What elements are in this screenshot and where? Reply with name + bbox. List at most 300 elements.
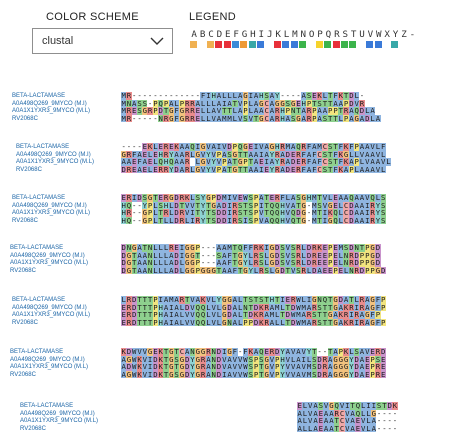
residue: R — [259, 266, 264, 275]
residue: P — [253, 363, 259, 371]
residue: - — [206, 251, 211, 260]
residue: T — [163, 363, 169, 371]
residue: G — [185, 244, 190, 252]
sequence-name[interactable]: RV2068C — [12, 319, 38, 326]
residue: W — [243, 363, 248, 371]
sequence-name[interactable]: A0A498Q269_9MYCO (M.I) — [10, 356, 85, 363]
residue: S — [343, 244, 349, 252]
residue: E — [365, 363, 370, 371]
residue: T — [285, 303, 291, 312]
residue: Y — [190, 370, 195, 379]
residue: D — [290, 158, 296, 166]
residue: A — [333, 311, 338, 319]
residue: F — [306, 143, 312, 151]
residue: S — [280, 251, 285, 260]
legend-letter: E — [224, 29, 231, 40]
residue: E — [365, 370, 370, 379]
residue: Y — [169, 165, 174, 174]
residue: A — [371, 417, 376, 425]
residue: L — [216, 303, 222, 312]
residue: V — [237, 355, 243, 364]
residue: E — [132, 107, 137, 115]
residue: K — [343, 318, 349, 327]
residue: L — [365, 107, 370, 115]
residue: A — [179, 165, 185, 174]
residue: L — [308, 424, 313, 433]
residue: - — [190, 92, 195, 100]
residue: - — [285, 92, 291, 100]
residue: R — [185, 165, 190, 174]
residue: E — [380, 370, 386, 379]
residue: R — [275, 194, 280, 202]
residue: G — [296, 114, 301, 123]
residue: R — [264, 303, 269, 312]
sequence-row — [121, 311, 386, 319]
residue: S — [380, 194, 386, 202]
residue: A — [142, 251, 148, 260]
residue: N — [290, 107, 296, 115]
sequence-row — [121, 202, 386, 210]
residue: V — [361, 424, 366, 433]
residue: L — [200, 99, 206, 108]
residue: T — [253, 296, 259, 304]
residue: A — [301, 92, 306, 100]
residue: Y — [375, 216, 381, 225]
residue: V — [137, 348, 142, 356]
sequence-rows — [121, 244, 386, 274]
residue: T — [163, 348, 169, 356]
residue: C — [322, 158, 328, 166]
residue: G — [169, 114, 174, 123]
residue: C — [343, 209, 349, 217]
residue: V — [365, 348, 370, 356]
residue: N — [227, 318, 232, 327]
residue: P — [380, 303, 386, 312]
residue: I — [301, 355, 306, 364]
residue: W — [132, 355, 137, 364]
residue: E — [158, 143, 163, 151]
residue: R — [312, 318, 317, 327]
residue: G — [243, 92, 248, 100]
residue: A — [296, 370, 301, 379]
legend-letter: F — [233, 29, 239, 40]
residue: E — [322, 251, 328, 260]
residue: E — [333, 251, 338, 260]
residue: K — [343, 158, 349, 166]
sequence-name[interactable]: BETA-LACTAMASE — [16, 144, 70, 150]
residue: S — [264, 266, 269, 275]
residue: V — [285, 216, 291, 225]
residue: R — [312, 303, 317, 312]
residue: Q — [333, 209, 338, 217]
residue: Q — [195, 311, 200, 319]
residue: A — [359, 114, 365, 123]
residue: A — [322, 107, 328, 115]
sequence-name[interactable]: BETA-LACTAMASE — [12, 195, 66, 201]
residue: N — [190, 348, 195, 356]
residue: T — [296, 216, 301, 225]
sequence-row — [121, 92, 381, 100]
residue: V — [232, 194, 238, 202]
legend-swatch — [333, 41, 340, 48]
residue: P — [243, 107, 248, 115]
residue: L — [174, 99, 179, 108]
residue: D — [121, 165, 126, 174]
residue: L — [179, 318, 185, 327]
residue: R — [195, 216, 200, 225]
residue: I — [264, 158, 269, 166]
sequence-name[interactable]: BETA-LACTAMASE — [20, 403, 74, 409]
sequence-name[interactable]: RV2068C — [10, 371, 36, 378]
residue: E — [296, 99, 301, 108]
residue: T — [142, 296, 148, 304]
residue: D — [222, 216, 227, 225]
sequence-name[interactable]: A0A1X1YXR3_9MYCO (M.L) — [12, 312, 91, 319]
sequence-name[interactable]: A0A498Q269_9MYCO (M.I) — [10, 252, 85, 259]
residue: R — [312, 244, 317, 252]
residue: H — [280, 107, 285, 115]
residue: R — [200, 363, 206, 371]
residue: R — [200, 370, 206, 379]
residue: G — [269, 259, 275, 267]
residue: I — [169, 318, 174, 327]
residue: S — [290, 244, 296, 252]
residue: I — [259, 150, 264, 159]
residue: R — [185, 114, 190, 123]
sequence-name[interactable]: BETA-LACTAMASE — [10, 245, 64, 251]
residue: K — [338, 165, 344, 174]
residue: E — [355, 424, 361, 433]
residue: R — [343, 311, 349, 319]
residue: A — [290, 143, 296, 151]
residue: Q — [126, 216, 132, 225]
residue: R — [275, 107, 280, 115]
residue: Q — [370, 194, 375, 202]
residue: S — [328, 158, 333, 166]
residue: L — [200, 114, 206, 123]
residue: A — [285, 114, 291, 123]
residue: D — [253, 303, 259, 312]
residue: S — [158, 201, 163, 210]
sequence-names — [12, 297, 90, 327]
residue: R — [232, 201, 238, 210]
residue: L — [232, 92, 238, 100]
residue: - — [280, 92, 285, 100]
residue: I — [206, 92, 211, 100]
residue: Q — [169, 158, 174, 166]
residue: N — [317, 296, 322, 304]
residue: R — [126, 296, 132, 304]
residue: P — [243, 318, 248, 327]
residue: A — [264, 143, 269, 151]
residue: L — [301, 251, 306, 260]
residue: F — [375, 303, 381, 312]
sequence-row — [121, 252, 386, 260]
sequence-name[interactable]: BETA-LACTAMASE — [12, 93, 66, 99]
sequence-name[interactable]: A0A498Q269_9MYCO (M.I) — [12, 100, 87, 107]
residue: V — [290, 348, 296, 356]
sequence-name[interactable]: RV2068C — [12, 217, 38, 224]
residue: A — [365, 150, 370, 159]
sequence-name[interactable]: A0A1X1YXR3_9MYCO (M.L) — [10, 260, 89, 267]
residue: F — [333, 92, 338, 100]
residue: I — [371, 402, 376, 410]
residue: L — [158, 244, 163, 252]
residue: E — [338, 266, 344, 275]
residue: S — [312, 311, 317, 319]
residue: - — [174, 92, 179, 100]
sequence-name[interactable]: A0A498Q269_9MYCO (M.I) — [12, 202, 87, 209]
residue: A — [179, 150, 185, 159]
residue: R — [206, 348, 211, 356]
residue: M — [296, 311, 301, 319]
residue: T — [216, 266, 222, 275]
residue: G — [190, 244, 195, 252]
residue: T — [147, 318, 153, 327]
residue: G — [333, 355, 338, 364]
legend-letters — [190, 29, 417, 40]
residue: Q — [275, 201, 280, 210]
residue: R — [349, 303, 354, 312]
sequence-name[interactable]: RV2068C — [16, 166, 42, 173]
residue: E — [169, 143, 174, 151]
residue: I — [354, 318, 359, 327]
residue: A — [269, 318, 275, 327]
residue: F — [333, 150, 338, 159]
residue: V — [285, 209, 291, 217]
residue: Y — [349, 370, 354, 379]
residue: F — [227, 259, 232, 267]
residue: I — [280, 296, 285, 304]
sequence-name[interactable]: A0A498Q269_9MYCO (M.I) — [20, 410, 95, 417]
residue: T — [280, 311, 285, 319]
residue: S — [296, 266, 301, 275]
residue: G — [126, 266, 132, 275]
residue: L — [354, 296, 359, 304]
residue: E — [297, 402, 302, 410]
residue: A — [269, 92, 275, 100]
residue: G — [333, 318, 338, 327]
residue: H — [306, 194, 312, 202]
residue: N — [147, 251, 153, 260]
legend-swatch — [299, 41, 306, 48]
residue: R — [359, 296, 365, 304]
legend-letter: X — [384, 29, 390, 40]
residue: Y — [275, 158, 280, 166]
residue: E — [121, 194, 126, 202]
residue: R — [190, 99, 195, 108]
residue: D — [216, 216, 222, 225]
residue: L — [359, 158, 365, 166]
residue: G — [126, 355, 132, 364]
residue: V — [361, 417, 366, 425]
residue: A — [296, 348, 301, 356]
residue: S — [248, 201, 253, 210]
residue: T — [248, 158, 253, 166]
residue: R — [322, 363, 328, 371]
residue: G — [179, 355, 185, 364]
residue: T — [232, 251, 238, 260]
residue: A — [370, 107, 375, 115]
residue: Y — [243, 259, 248, 267]
residue: A — [121, 363, 126, 371]
residue: V — [211, 318, 216, 327]
residue: Q — [195, 318, 200, 327]
legend-swatch — [358, 41, 365, 48]
residue: V — [200, 150, 206, 159]
residue: A — [365, 318, 370, 327]
residue: M — [227, 244, 232, 252]
sequence-name[interactable]: A0A498Q269_9MYCO (M.I) — [12, 304, 87, 311]
residue: S — [137, 107, 142, 115]
residue: A — [375, 158, 381, 166]
residue: T — [147, 311, 153, 319]
residue: G — [195, 355, 200, 364]
residue: T — [328, 318, 333, 327]
residue: A — [354, 209, 359, 217]
sequence-name[interactable]: A0A1X1YXR3_9MYCO (M.L) — [10, 364, 89, 371]
residue: V — [211, 150, 216, 159]
residue: V — [269, 363, 275, 371]
residue: P — [359, 259, 365, 267]
residue: A — [306, 318, 312, 327]
residue: Y — [190, 355, 195, 364]
residue: S — [195, 194, 200, 202]
residue: I — [222, 370, 227, 379]
color-scheme-select[interactable] — [32, 28, 173, 54]
residue: E — [121, 318, 126, 327]
residue: T — [285, 266, 291, 275]
sequence-name[interactable]: RV2068C — [12, 115, 38, 122]
legend-swatch — [257, 41, 264, 48]
residue: P — [370, 363, 375, 371]
residue: G — [301, 216, 306, 225]
residue: P — [285, 107, 291, 115]
residue: P — [253, 355, 259, 364]
residue: G — [365, 311, 370, 319]
residue: L — [366, 409, 371, 418]
residue: V — [285, 363, 291, 371]
residue: E — [365, 355, 370, 364]
residue: A — [174, 158, 179, 166]
residue: T — [147, 303, 153, 312]
sequence-name[interactable]: RV2068C — [20, 425, 46, 432]
residue: V — [365, 158, 370, 166]
residue: V — [185, 209, 190, 217]
residue: S — [259, 296, 264, 304]
residue: P — [153, 107, 158, 115]
residue: H — [280, 114, 285, 123]
residue: G — [243, 143, 248, 151]
residue: L — [153, 143, 158, 151]
residue: D — [132, 318, 137, 327]
residue: Q — [190, 143, 195, 151]
residue: Q — [158, 158, 163, 166]
residue: P — [328, 107, 333, 115]
residue: P — [275, 355, 280, 364]
residue: L — [158, 251, 163, 260]
residue: V — [259, 143, 264, 151]
residue: V — [345, 424, 350, 433]
residue: I — [259, 201, 264, 210]
residue: Y — [280, 370, 285, 379]
residue: G — [370, 251, 375, 260]
residue: K — [185, 194, 190, 202]
residue: A — [206, 363, 211, 371]
residue: G — [169, 107, 174, 115]
residue: A — [216, 114, 222, 123]
residue: V — [232, 363, 238, 371]
residue: - — [376, 417, 382, 425]
residue: - — [137, 92, 142, 100]
sequence-name[interactable]: BETA-LACTAMASE — [12, 297, 66, 303]
residue: V — [232, 355, 238, 364]
residue: R — [349, 251, 354, 260]
residue: - — [296, 92, 301, 100]
sequence-name[interactable]: A0A1X1YXR3_9MYCO (M.L) — [16, 159, 95, 166]
sequence-row — [121, 209, 386, 217]
residue: I — [354, 303, 359, 312]
sequence-name[interactable]: RV2068C — [10, 267, 36, 274]
residue: S — [248, 370, 253, 379]
residue: G — [185, 251, 190, 260]
residue: Y — [349, 363, 354, 371]
sequence-name[interactable]: A0A498Q269_9MYCO (M.I) — [16, 151, 91, 158]
sequence-name[interactable]: A0A1X1YXR3_9MYCO (M.L) — [12, 108, 91, 115]
sequence-row — [121, 100, 381, 108]
residue: R — [185, 158, 190, 166]
residue: K — [343, 143, 349, 151]
residue: Y — [190, 363, 195, 371]
residue: A — [349, 158, 354, 166]
residue: A — [338, 303, 344, 312]
sequence-name[interactable]: BETA-LACTAMASE — [10, 349, 64, 355]
residue: R — [280, 158, 285, 166]
residue: A — [359, 194, 365, 202]
residue: - — [126, 143, 132, 151]
residue: V — [222, 143, 227, 151]
residue: D — [174, 216, 179, 225]
residue: - — [147, 99, 153, 108]
residue: D — [174, 259, 179, 267]
residue: Q — [200, 303, 206, 312]
residue: T — [206, 201, 211, 210]
legend-swatch — [383, 41, 390, 48]
residue: E — [147, 158, 153, 166]
legend-letter: T — [350, 29, 357, 40]
residue: P — [365, 251, 370, 260]
residue: T — [195, 209, 200, 217]
residue: G — [259, 99, 264, 108]
residue: R — [232, 209, 238, 217]
sequence-rows — [121, 296, 386, 326]
residue: V — [308, 417, 313, 425]
residue: A — [163, 311, 169, 319]
residue: R — [349, 259, 354, 267]
residue: V — [301, 348, 306, 356]
sequence-name[interactable]: A0A1X1YXR3_9MYCO (M.L) — [12, 210, 91, 217]
residue: L — [264, 259, 269, 267]
residue: S — [248, 355, 253, 364]
residue: A — [121, 355, 126, 364]
residue: - — [211, 244, 216, 252]
residue: H — [158, 150, 163, 159]
sequence-name[interactable]: A0A1X1YXR3_9MYCO (M.L) — [20, 418, 99, 425]
residue: R — [179, 209, 185, 217]
residue: L — [361, 409, 366, 418]
residue: D — [375, 251, 381, 260]
residue: E — [370, 348, 375, 356]
